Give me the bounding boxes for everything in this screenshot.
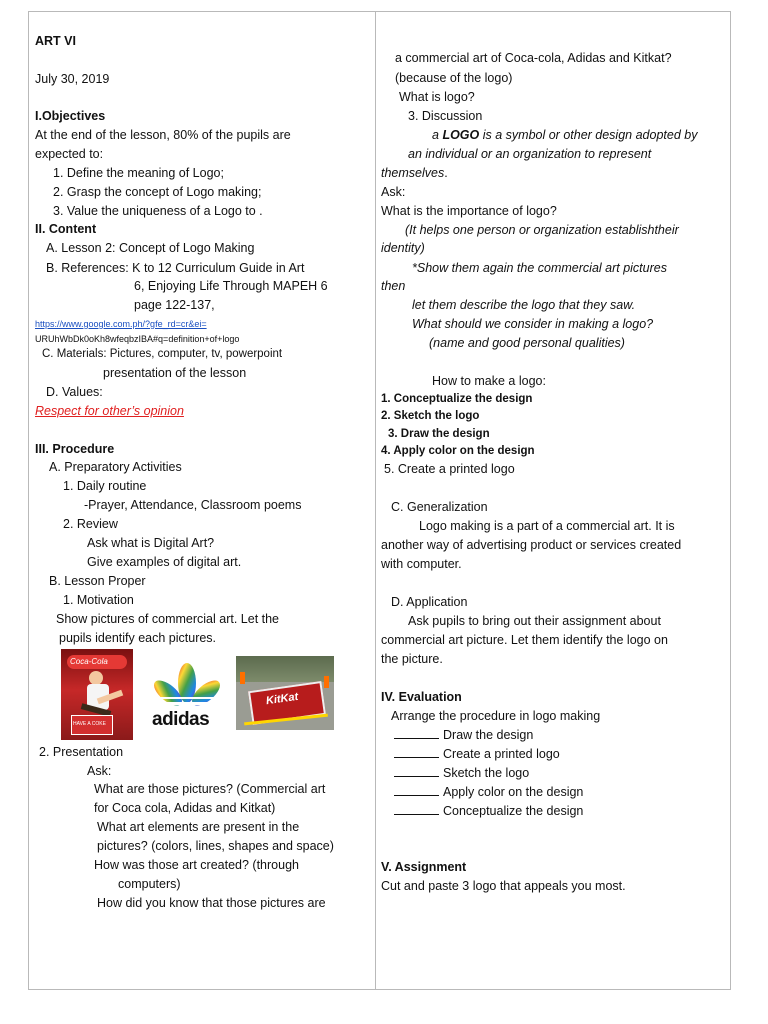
objectives-heading: I.Objectives (35, 109, 106, 123)
logo-step: 3. Draw the design (388, 428, 490, 440)
logo-definition-line3: themselves. (381, 166, 448, 180)
application-line2: commercial art picture. Let them identify the logo on (381, 633, 668, 647)
coke-slogan-text: HAVE A COKE (73, 721, 106, 727)
generalization-line3: with computer. (381, 557, 462, 571)
evaluation-item: Create a printed logo (394, 746, 560, 762)
objective-item: 3. Value the uniqueness of a Logo to . (53, 204, 263, 218)
doc-date: July 30, 2019 (35, 72, 110, 86)
procedure-daily-detail: -Prayer, Attendance, Classroom poems (84, 498, 302, 512)
discussion-heading: 3. Discussion (408, 109, 483, 123)
assignment-heading: V. Assignment (381, 860, 467, 874)
evaluation-item: Apply color on the design (394, 784, 583, 800)
logo-step: 1. Conceptualize the design (381, 393, 533, 405)
evaluation-instruction: Arrange the procedure in logo making (391, 709, 601, 723)
procedure-motivation-line2: pupils identify each pictures. (59, 631, 217, 645)
objective-item: 1. Define the meaning of Logo; (53, 166, 224, 180)
procedure-motivation-line1: Show pictures of commercial art. Let the (56, 612, 280, 626)
presentation-q2-line1: What art elements are present in the (97, 820, 300, 834)
procedure-prep: A. Preparatory Activities (49, 460, 182, 474)
objectives-intro-line2: expected to: (35, 147, 104, 161)
consider-answer: (name and good personal qualities) (429, 336, 625, 350)
procedure-ask-label: Ask: (87, 764, 112, 778)
coca-cola-ad-image (61, 649, 133, 740)
evaluation-item: Conceptualize the design (394, 803, 583, 819)
adidas-logo-image (144, 659, 230, 732)
reference-link-continued: URUhWbDk0oKh8wfeqbzIBA#q=definition+of+logo (35, 334, 240, 344)
presentation-q4-line1: How did you know that those pictures are (97, 896, 326, 910)
presentation-q3-line2: computers) (118, 877, 181, 891)
presentation-q3-line1: How was those art created? (through (94, 858, 299, 872)
answer-blank[interactable] (394, 765, 439, 777)
presentation-q1-line1: What are those pictures? (Commercial art (94, 782, 326, 796)
procedure-presentation: 2. Presentation (39, 745, 124, 759)
evaluation-item: Sketch the logo (394, 765, 529, 781)
right-continued-line1: a commercial art of Coca-cola, Adidas and Kitkat? (395, 51, 672, 65)
content-materials-line2: presentation of the lesson (103, 366, 247, 380)
procedure-motivation: 1. Motivation (63, 593, 134, 607)
presentation-q1-line2: for Coca cola, Adidas and Kitkat) (94, 801, 276, 815)
objectives-intro-line1: At the end of the lesson, 80% of the pupils are (35, 128, 291, 142)
doc-title: ART VI (35, 34, 76, 48)
presentation-q2-line2: pictures? (colors, lines, shapes and space) (97, 839, 334, 853)
answer-blank[interactable] (394, 784, 439, 796)
application-heading: D. Application (391, 595, 468, 609)
kitkat-wordmark: KitKat (265, 690, 299, 708)
assignment-text: Cut and paste 3 logo that appeals you most. (381, 879, 626, 893)
content-references-line2: 6, Enjoying Life Through MAPEH 6 (134, 279, 328, 293)
content-values-text: Respect for other’s opinion (35, 404, 184, 418)
content-materials-line1: C. Materials: Pictures, computer, tv, powerpoint (42, 348, 283, 360)
importance-answer-line2: identity) (381, 241, 425, 255)
importance-question: What is the importance of logo? (381, 204, 557, 218)
right-what-is-logo: What is logo? (399, 90, 475, 104)
consider-question: What should we consider in making a logo? (412, 317, 654, 331)
procedure-review-q1: Ask what is Digital Art? (87, 536, 215, 550)
column-divider (375, 11, 376, 990)
answer-blank[interactable] (394, 746, 439, 758)
right-continued-line2: (because of the logo) (395, 71, 513, 85)
evaluation-item: Draw the design (394, 727, 533, 743)
content-values-label: D. Values: (46, 385, 103, 399)
logo-step: 2. Sketch the logo (381, 410, 480, 422)
logo-definition-line2: an individual or an organization to represent (408, 147, 652, 161)
procedure-review-q2: Give examples of digital art. (87, 555, 242, 569)
show-again-line2: then (381, 279, 406, 293)
reference-link[interactable]: https://www.google.com.ph/?gfe_rd=cr&ei= (35, 319, 207, 329)
answer-blank[interactable] (394, 727, 439, 739)
content-lesson: A. Lesson 2: Concept of Logo Making (46, 241, 255, 255)
procedure-lesson-proper: B. Lesson Proper (49, 574, 146, 588)
logo-step: 5. Create a printed logo (384, 462, 515, 476)
objective-item: 2. Grasp the concept of Logo making; (53, 185, 262, 199)
content-references-line1: B. References: K to 12 Curriculum Guide in Art (46, 261, 305, 275)
generalization-heading: C. Generalization (391, 500, 488, 514)
generalization-line2: another way of advertising product or services created (381, 538, 682, 552)
kitkat-street-art-image (236, 656, 334, 730)
application-line3: the picture. (381, 652, 443, 666)
content-heading: II. Content (35, 222, 97, 236)
show-again-line3: let them describe the logo that they saw. (412, 298, 636, 312)
evaluation-heading: IV. Evaluation (381, 690, 462, 704)
show-again-line1: *Show them again the commercial art pictures (412, 261, 667, 275)
procedure-review: 2. Review (63, 517, 118, 531)
how-to-heading: How to make a logo: (432, 374, 546, 388)
procedure-heading: III. Procedure (35, 442, 115, 456)
generalization-line1: Logo making is a part of a commercial art. It is (419, 519, 675, 533)
procedure-daily: 1. Daily routine (63, 479, 147, 493)
content-references-line3: page 122-137, (134, 298, 215, 312)
right-ask-label: Ask: (381, 185, 406, 199)
adidas-wordmark: adidas (152, 709, 210, 730)
logo-definition-line1: a LOGO is a symbol or other design adopted by (432, 128, 698, 142)
coke-logo-text: Coca-Cola (70, 657, 108, 666)
application-line1: Ask pupils to bring out their assignment about (408, 614, 661, 628)
logo-step: 4. Apply color on the design (381, 445, 535, 457)
importance-answer-line1: (It helps one person or organization establishtheir (405, 223, 679, 237)
answer-blank[interactable] (394, 803, 439, 815)
